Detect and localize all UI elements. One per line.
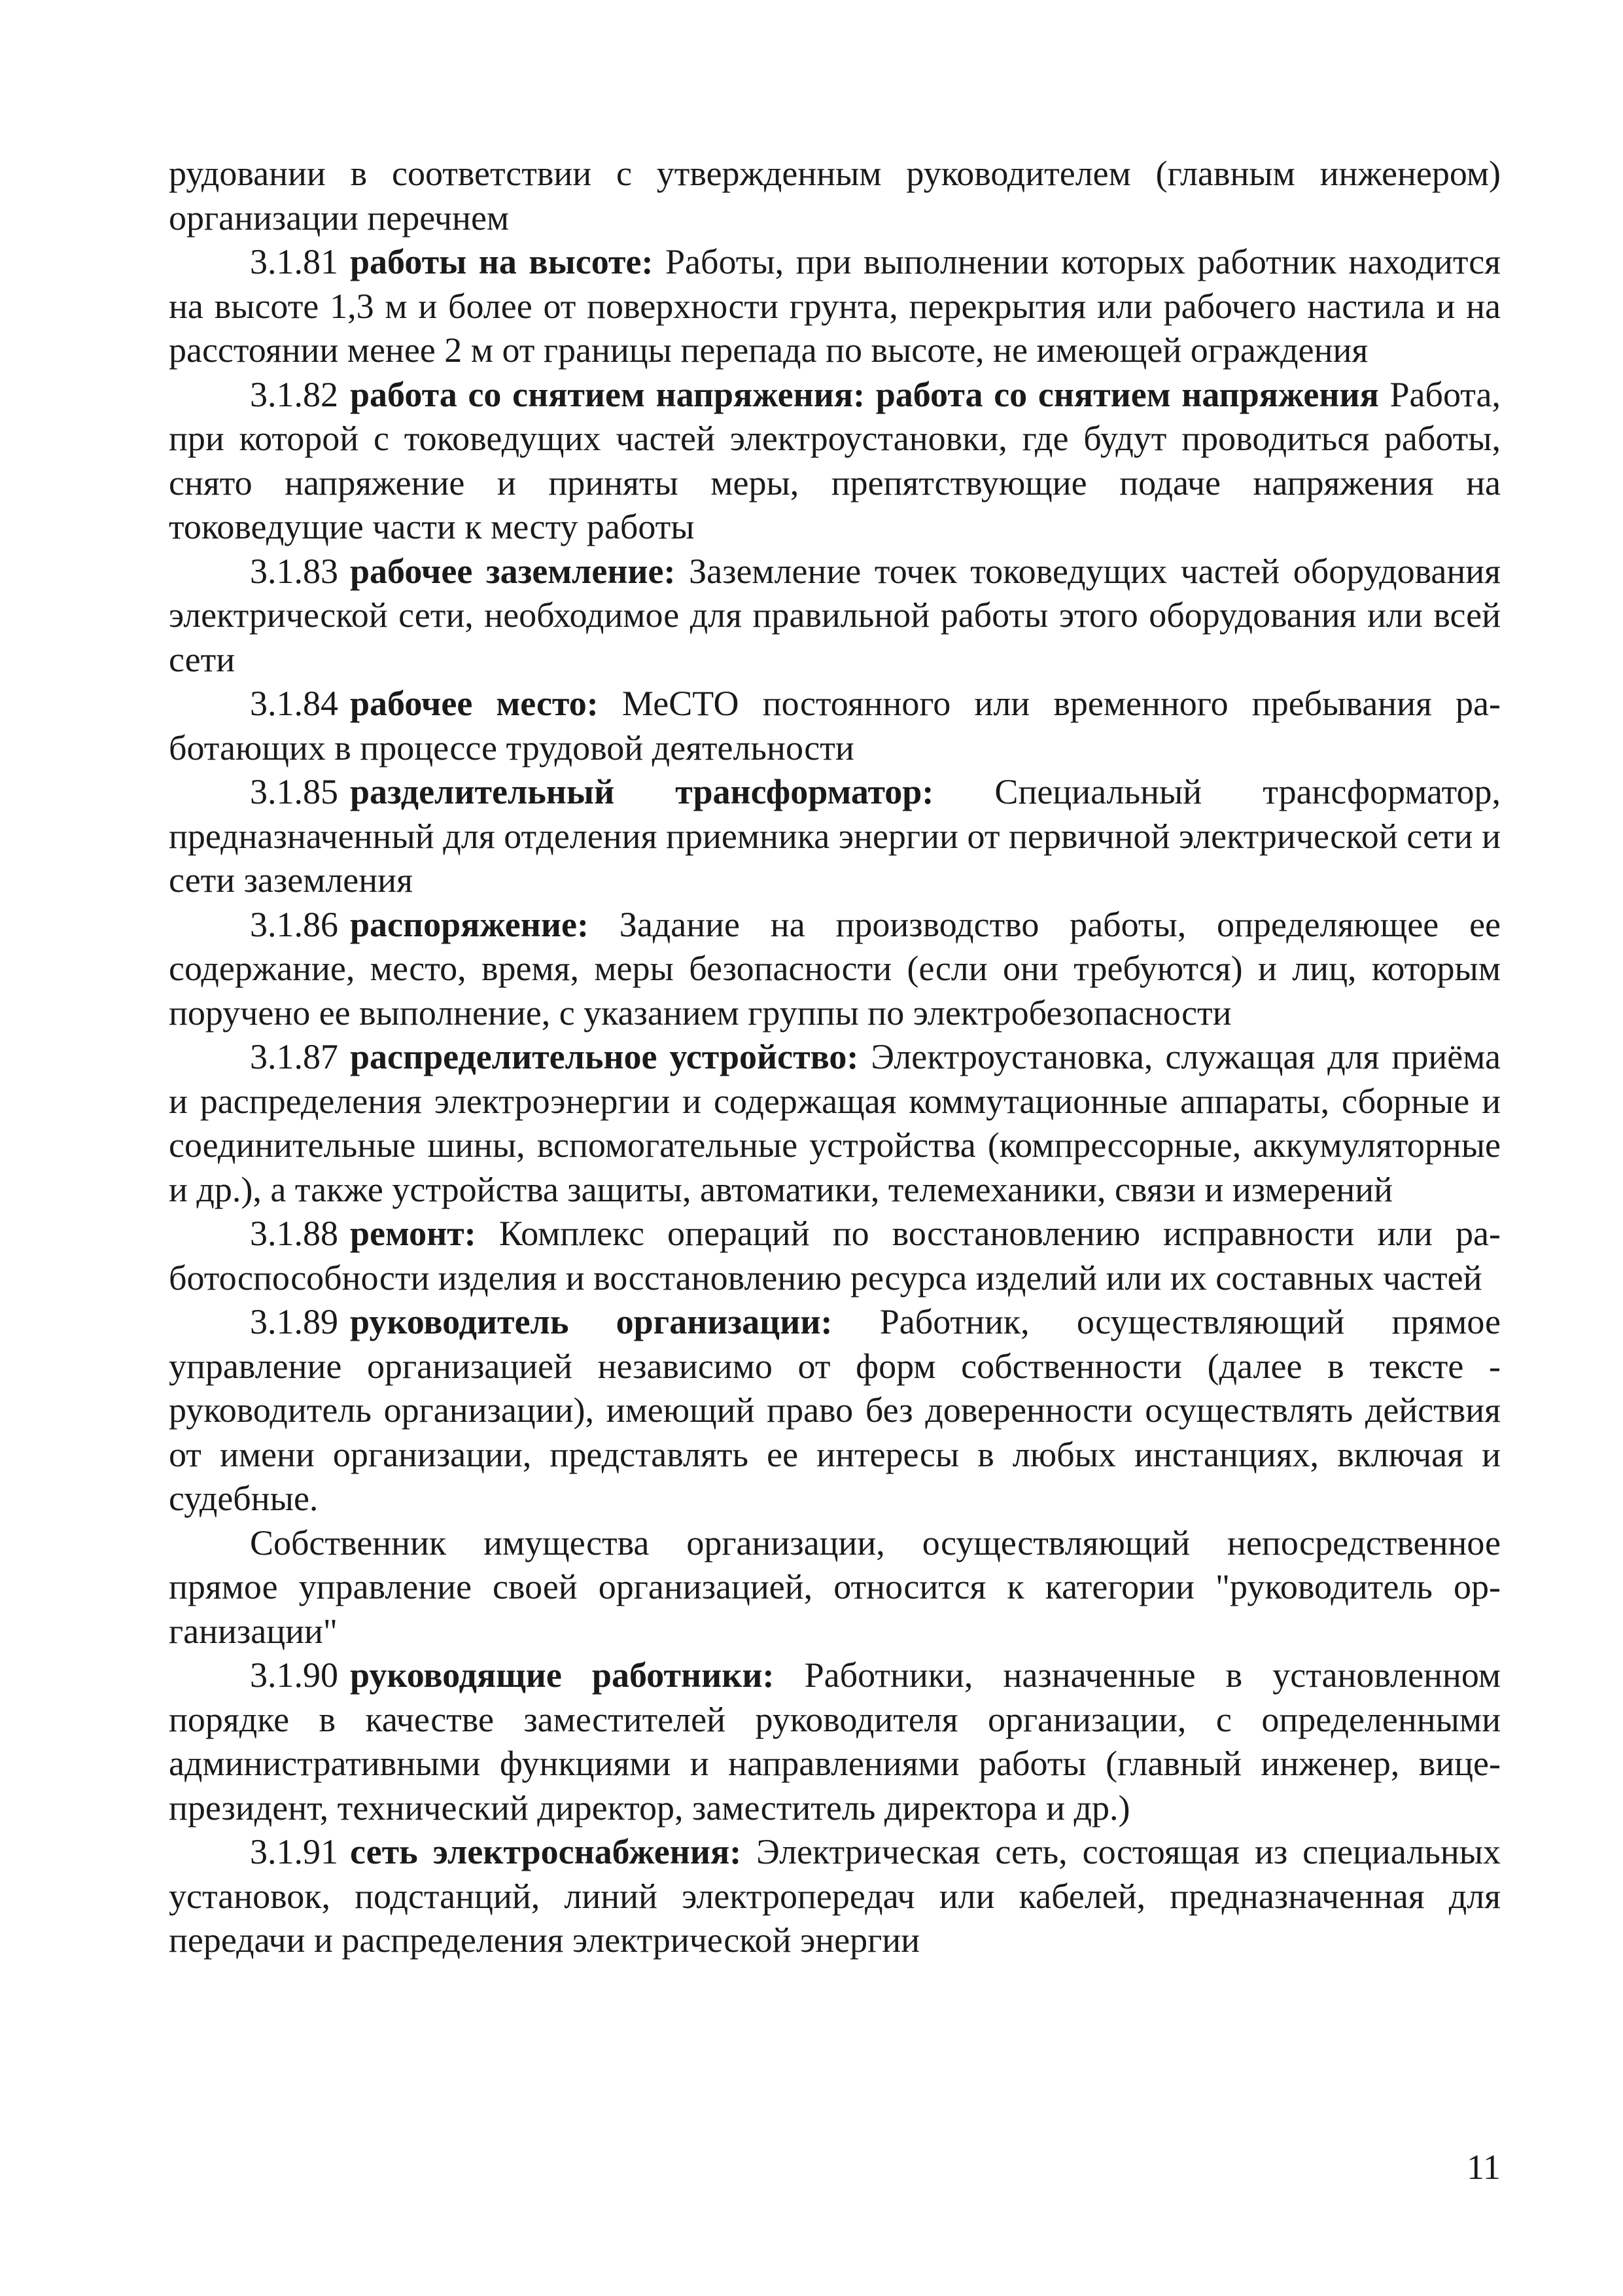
definition-text: Заземление точек токоведущих частей оборудования электрической сети, необходимое для правильной работы этого оборудования или всей сети (169, 551, 1501, 679)
clause-number: 3.1.81 (250, 242, 338, 281)
definition-text: Работники, назначенные в установленном порядке в качестве заместителей руководителя организации, с определенными административными функциями и направлениями работы (главный инженер, вице-президент, технический директор, заместитель директора и др.) (169, 1655, 1501, 1828)
definition-text: Работа, при которой с токоведущих частей электроустановки, где будут проводиться работы, снято напряжение и приняты меры, препятствующие подаче напряжения на токоведущие части к месту работы (169, 374, 1501, 546)
definition-text: Комплекс операций по восстановлению исправности или работоспособности изделия и восстановлению ресурса изделий или их составных частей (169, 1214, 1501, 1298)
definition-text: МеСТО постоянного или временного пребывания работающих в процессе трудовой деятельности (169, 684, 1501, 768)
definition-text: Работник, осуществляющий прямое управление организацией независимо от форм собственности (далее в тексте - руководитель организации), имеющий право без доверенности осуществлять действия от имени организации, представлять ее интересы в любых инстанциях, включая и судебные. (169, 1302, 1501, 1518)
clause-number: 3.1.89 (250, 1302, 338, 1341)
definition-3-1-84 (169, 682, 1501, 770)
definition-text: Электрическая сеть, состоящая из специальных установок, подстанций, линий электропередач или кабелей, предназначенная для передачи и распределения электрической энергии (169, 1832, 1501, 1960)
definition-text: Специальный трансформатор, предназначенный для отделения приемника энергии от первичной электрической сети и сети заземления (169, 772, 1501, 900)
defined-term: ремонт: (350, 1214, 476, 1253)
defined-term: разделительный трансформатор: (350, 772, 934, 811)
clause-number: 3.1.83 (250, 551, 338, 591)
definition-text: Работы, при выполнении которых работник находится на высоте 1,3 м и более от поверхности грунта, перекрытия или рабочего настила и на расстоянии менее 2 м от границы перепада по высоте, не имеющей ограждения (169, 242, 1501, 370)
definition-3-1-83 (169, 550, 1501, 682)
definition-3-1-88 (169, 1212, 1501, 1300)
defined-term: работы на высоте: (350, 242, 654, 281)
defined-term: работа со снятием напряжения: работа со снятием напряжения (350, 374, 1379, 414)
definition-3-1-90 (169, 1653, 1501, 1830)
clause-number: 3.1.84 (250, 684, 338, 723)
clause-number: 3.1.90 (250, 1655, 338, 1695)
definition-3-1-81 (169, 240, 1501, 373)
defined-term: распределительное устройство: (350, 1037, 859, 1076)
definition-text: Задание на производство работы, определяющее ее содержание, место, время, меры безопасности (если они требуются) и лиц, которым поручено ее выполнение, с указанием группы по электробезопасности (169, 904, 1501, 1033)
clause-number: 3.1.91 (250, 1832, 338, 1871)
definition-3-1-89 (169, 1300, 1501, 1521)
clause-number: 3.1.88 (250, 1214, 338, 1253)
lead-paragraph: рудовании в соответствии с утвержденным руководителем (главным инженером) организации перечнем (169, 154, 1501, 238)
definition-3-1-82 (169, 373, 1501, 550)
definition-3-1-91 (169, 1830, 1501, 1963)
clause-number: 3.1.87 (250, 1037, 338, 1076)
page-body (169, 152, 1501, 1963)
defined-term: рабочее место: (350, 684, 599, 723)
defined-term: сеть электроснабжения: (350, 1832, 742, 1871)
definition-3-1-87 (169, 1035, 1501, 1212)
defined-term: руководящие работники: (350, 1655, 775, 1695)
defined-term: рабочее заземление: (350, 551, 676, 591)
clause-number: 3.1.82 (250, 374, 338, 414)
definition-3-1-86 (169, 903, 1501, 1036)
page-number: 11 (1467, 2147, 1501, 2187)
clause-number: 3.1.85 (250, 772, 338, 811)
defined-term: распоряжение: (350, 904, 589, 944)
definition-3-1-85 (169, 770, 1501, 903)
note-paragraph: Собственник имущества организации, осуществляющий непосредственное прямое управление своей организацией, относится к категории "руководитель организации" (169, 1523, 1501, 1651)
definition-text: Электроустановка, служащая для приёма и распределения электроэнергии и содержащая коммутационные аппараты, сборные и соединительные шины, вспомогательные устройства (компрессорные, аккумуляторные и др.), а также устройства защиты, автоматики, телемеханики, связи и измерений (169, 1037, 1501, 1209)
clause-number: 3.1.86 (250, 904, 338, 944)
defined-term: руководитель организации: (350, 1302, 833, 1341)
